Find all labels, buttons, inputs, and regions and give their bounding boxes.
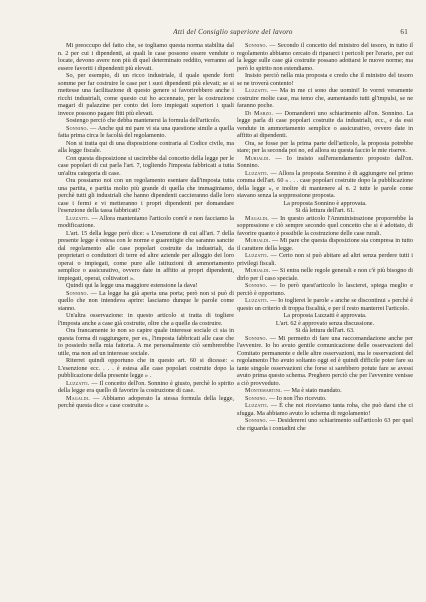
- speaker-separator: —: [268, 252, 279, 259]
- paragraph: [58, 117, 234, 125]
- paragraph-text: So, per esempio, di un ricco industriale, il quale spende forti somme per far costruire le case per i suoi dipendenti più elevati; se si mettesse una facilitazione di questo genere si favorirebbero anche i ricchi industriali, come questo cui ho accennato, per la costruzione magari di palazzine per conto dei loro impiegati superiori i quali invece possono pagare fitti più elevati.: [58, 72, 234, 117]
- speaker-separator: —: [267, 394, 277, 402]
- paragraph: [237, 312, 413, 320]
- paragraph-text: In questo articolo l'Amministrazione proporrebbe la soppressione e ciò sempre secondo quel concetto che si è adottato, di favorire quanto è possibile la costruzione delle case rurali.: [237, 214, 414, 237]
- paragraph-text: Io però quest'articolo lo lascierei, spiega meglio e perciò è opportuno.: [237, 282, 414, 297]
- page-number: 61: [400, 28, 408, 36]
- speaker-name: Sonnino.: [245, 42, 268, 49]
- speaker-separator: —: [89, 379, 100, 387]
- paragraph: [58, 155, 234, 178]
- speaker-name: Luzzatti.: [66, 214, 90, 222]
- speaker-name: Luzzatti.: [245, 169, 269, 177]
- paragraph: [237, 42, 413, 72]
- paragraph-text: Il concetto dell'on. Sonnino è giusto, perchè lo spirito della legge era quello di favorire la costruzione di case.: [58, 379, 234, 394]
- paragraph: [237, 335, 413, 388]
- speaker-name: Sonnino.: [66, 124, 89, 132]
- paragraph-text: Ora possiamo noi con un regolamento esentare dall'imposta tutta una partita, e partita molto più grande di quella che immaginiamo, perchè tutti gli industriali che hanno dipendenti caccieranno dalle loro case i fermi e vi metteranno i propri dipendenti per domandare l'esenzione della tassa fabbricati?: [58, 177, 234, 214]
- paragraph-text: Si dà lettura dell'art. 63.: [295, 327, 355, 334]
- speaker-separator: —: [268, 297, 279, 304]
- speaker-separator: —: [268, 87, 280, 94]
- paragraph: [58, 395, 234, 410]
- speaker-name: Luzzatti.: [245, 87, 269, 94]
- paragraph: [58, 42, 234, 72]
- speaker-name: Sonnino.: [66, 289, 89, 297]
- right-column: [237, 42, 413, 432]
- paragraph-text: Io insisto sull'emendamento proposto dall'on. Sonnino.: [237, 154, 413, 169]
- paragraph: [237, 327, 413, 335]
- paragraph-text: Mi permetto di fare una raccomandazione anche per l'avvenire. Io ho avuto gentile comunicazione delle osservazioni del Comitato permanente e delle altre osservazioni, ma le osservazioni del regolamento l'ho avuto soltanto oggi ed è quindi difficile poter fare su tante singole osservazioni che forse si sarebbero potute fare se avessi avuto prima questo schema. Preghero perciò che per l'avvenire venisse a ciò provveduto.: [237, 334, 414, 387]
- speaker-separator: —: [267, 334, 279, 342]
- paragraph: [58, 125, 234, 140]
- paragraph: [237, 417, 413, 432]
- paragraph-text: Sostengo perciò che debba mantenersi la formula dell'articolo.: [66, 117, 221, 124]
- paragraph-text: È che noi riceviamo tanta roba, che può darsi che ci sfugga. Ma abbiamo avuto lo schema di regolamento!: [237, 402, 414, 417]
- speaker-separator: —: [89, 214, 100, 222]
- paragraph-text: Abbiamo adoperato la stessa formula della legge, perchè questa dice « case costruite ».: [58, 394, 234, 409]
- speaker-separator: —: [268, 169, 279, 177]
- speaker-separator: —: [282, 387, 292, 394]
- paragraph: [58, 177, 234, 215]
- paragraph: [237, 267, 413, 282]
- paragraph: [237, 402, 413, 417]
- paragraph: [237, 387, 413, 395]
- paragraph-text: L'art. 62 è approvato senza discussione.: [275, 319, 375, 327]
- paragraph-text: Mi preoccupo del fatto che, se togliamo questa norma stabilita dal n. 2 per cui i dipendenti, ai quali le case possono essere vendute o locate, devono avere non più di quel determinato reddito, verranno ad essere favoriti i dipendenti più elevati.: [58, 42, 234, 72]
- paragraph-text: Ora francamente io non so capire quale interesse sociale ci sia in questa forma di raggiungere, per es., l'imposta fabbricati alle case che io possiedo nella mia fattoria. A me personalmente ciò sembrerebbe utile, ma non ad un interesse sociale.: [58, 327, 234, 357]
- paragraph: [58, 327, 234, 357]
- paragraph: [58, 312, 234, 327]
- paragraph: [237, 297, 413, 312]
- paragraph-text: La proposta Luzzatti è approvata.: [283, 312, 367, 319]
- paragraph-text: La legge ha già aperta una porta; però non si può di quello che non intendeva aprire: lasciamo dunque le parole come stanno.: [58, 289, 234, 312]
- speaker-separator: —: [267, 282, 280, 289]
- paragraph: [237, 140, 413, 155]
- paragraph: [237, 320, 413, 328]
- paragraph-text: Anche qui mi pare vi sia una questione simile a quella fatta prima circa le facoltà del regolamento.: [58, 124, 234, 139]
- paragraph: [237, 215, 413, 238]
- speaker-separator: —: [270, 237, 280, 244]
- paragraph-text: Domanderei uno schiarimento all'on. Sonnino. La legge parla di case popolari costruite da industriali, ecc., e da essi vendute in ammortamento semplice o assicurativo, ovvero date in affitto ai dipendenti.: [237, 109, 414, 139]
- speaker-separator: —: [268, 214, 281, 222]
- speaker-name: Sonnino.: [245, 417, 268, 424]
- speaker-separator: —: [88, 289, 100, 297]
- speaker-name: Sonnino.: [245, 394, 268, 402]
- paragraph: [58, 357, 234, 380]
- speaker-separator: —: [273, 109, 285, 117]
- left-column: [58, 42, 234, 410]
- speaker-name: Magaldi.: [245, 214, 269, 222]
- paragraph: [237, 237, 413, 252]
- paragraph-text: Un'altra osservazione: in questo articolo si tratta di togliere l'imposta anche a case già costruite, oltre che a quelle da costruire.: [58, 312, 234, 327]
- paragraph: [58, 290, 234, 313]
- paragraph: [58, 215, 234, 230]
- speaker-name: Sonnino.: [245, 334, 268, 342]
- speaker-separator: —: [270, 267, 280, 274]
- paragraph-text: Certo non si può abitare ad altri senza perdere tutti i privilegi fiscali.: [237, 252, 413, 267]
- speaker-separator: —: [267, 417, 278, 424]
- speaker-separator: —: [267, 42, 278, 49]
- paragraph: [58, 230, 234, 283]
- speaker-name: Magaldi.: [66, 394, 90, 402]
- page-header: [58, 28, 408, 40]
- paragraph-text: Ma è stato mandato.: [291, 387, 342, 394]
- speaker-separator: —: [268, 402, 280, 409]
- paragraph-text: Secondo il concetto del ministro del tesoro, in tutto il regolamento abbiamo cercato di ripararci i pericoli per l'erario, per cui la legge sulle case già costruite possano adottarsi le nuove norme; ma però lo spirito non estendiamo.: [237, 42, 413, 72]
- speaker-name: Luzzatti.: [245, 402, 269, 409]
- paragraph-text: Desidererei uno schiarimento sull'articolo 63 per quel che riguarda i contadini che: [237, 417, 413, 432]
- paragraph-text: Non si tratta qui di una disposizione contraria al Codice civile, ma alla legge fiscale.: [58, 139, 234, 154]
- paragraph: [237, 282, 413, 297]
- paragraph-text: Con questa disposizione si uscirebbe dal concetto della legge per le case popolari di cui parla l'art. 7, togliendo l'imposta fabbricati a tutta un'altra categoria di case.: [58, 154, 234, 177]
- paragraph: [237, 110, 413, 140]
- speaker-name: Montemartini.: [245, 387, 283, 394]
- paragraph-text: Si entra nelle regole generali e non c'è più bisogno di dirlo per il caso speciale.: [237, 267, 413, 282]
- paragraph-text: Io non l'ho ricevuto.: [276, 394, 327, 402]
- speaker-name: Di Marzo.: [245, 109, 274, 117]
- speaker-separator: —: [270, 154, 287, 162]
- paragraph: [237, 87, 413, 110]
- paragraph-text: L'art. 15 della legge però dice: « L'esenzione di cui all'art. 7 della presente legge è estesa con le norme e guarentigie che saranno sancite dal regolamento alle case popolari costruite da industriali, da proprietari o conduttori di terre ed altre aziende per alloggio dei loro operai o impiegati, come pure alle istituzioni di ammortamento semplice o assicurativo, ovvero date in affitto ai propri dipendenti, impiegati, operai, coltivatori ».: [58, 229, 234, 282]
- paragraph: [237, 207, 413, 215]
- paragraph: [237, 200, 413, 208]
- paragraph-text: Mi pare che questa disposizione sia compresa in tutto il carattere della legge.: [237, 237, 414, 252]
- speaker-separator: —: [88, 124, 98, 132]
- paragraph-text: Allora la proposta Sonnino è di aggiungere nel primo comma dell'art. 60 « . . . case popolari costruite dopo la pubblicazione della legge », e inoltre di mantenere al n. 2 tutte le parole come stavano senza la soppressione proposta.: [237, 169, 413, 199]
- paragraph-text: Insisto perciò nella mia proposta e credo che il ministro del tesoro se ne troverà contento!: [237, 72, 413, 87]
- speaker-name: Luzzatti.: [66, 379, 90, 387]
- speaker-name: Luzzatti.: [245, 297, 269, 304]
- running-title: Atti del Consiglio superiore del lavoro: [173, 28, 293, 36]
- paragraph: [58, 140, 234, 155]
- paragraph-text: Ora, se fosse per la prima parte dell'articolo, la proposta potrebbe stare; per la seconda poi no, ed allora su questa faccio le mie riserve.: [237, 139, 413, 154]
- paragraph: [58, 72, 234, 117]
- speaker-name: Murialdi.: [245, 237, 271, 244]
- paragraph-text: Riterrei quindi opportuno che in questo art. 60 si dicesse: « L'esenzione ecc. . . . è estesa alle case popolari costruite dopo la pubblicazione della presente legge » .: [58, 357, 234, 379]
- paragraph-text: Io toglierei le parole « anche se discontinui » perchè è questo un criterio di troppa fiscalità, e per il resto manterrei l'articolo.: [237, 297, 413, 312]
- paragraph: [58, 282, 234, 290]
- paragraph-text: Allora manteniamo l'articolo com'è e non facciamo la modificazione.: [58, 214, 234, 229]
- paragraph: [237, 252, 413, 267]
- paragraph: [237, 395, 413, 403]
- paragraph: [237, 170, 413, 200]
- paragraph: [58, 380, 234, 395]
- speaker-name: Luzzatti.: [245, 252, 269, 259]
- speaker-name: Murialdi.: [245, 267, 271, 274]
- speaker-name: Murialdi.: [245, 154, 271, 162]
- paragraph-text: Ma in me ci sono due uomini! Io vorrei veramente costruire molte case, ma temo che, aumentando tutti gl'impulsi, se ne faranno poche.: [237, 87, 413, 109]
- paragraph: [237, 72, 413, 87]
- speaker-separator: —: [89, 394, 103, 402]
- paragraph-text: Quindi qui la legge una maggiore estensione la dava!: [66, 282, 198, 289]
- paragraph-text: Si dà lettura dell'art. 61.: [295, 207, 355, 214]
- paragraph: [237, 155, 413, 170]
- speaker-name: Sonnino.: [245, 282, 268, 289]
- paragraph-text: La proposta Sonnino è approvata.: [283, 199, 367, 207]
